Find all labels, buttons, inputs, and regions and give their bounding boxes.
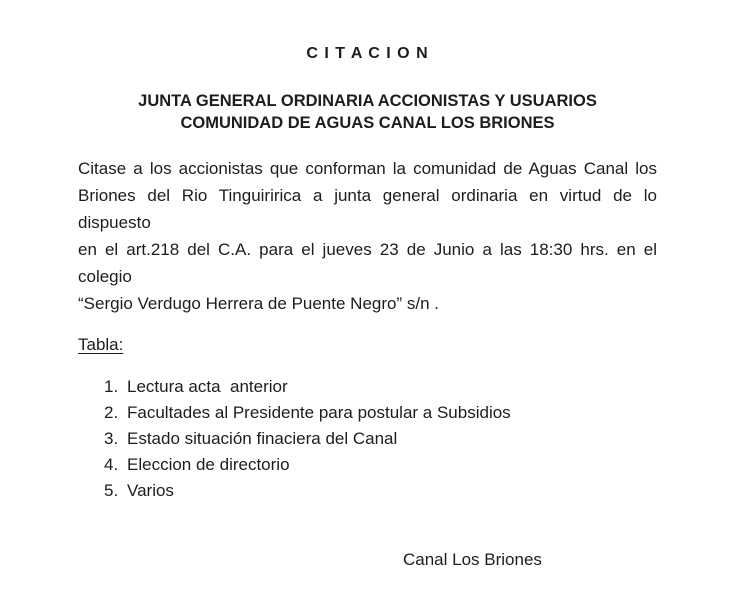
agenda-item-number: 5. <box>104 481 119 500</box>
paragraph-line-2: Briones del Rio Tinguiririca a junta general ordinaria en virtud de lo dispuesto <box>78 186 657 232</box>
paragraph-line-3: en el art.218 del C.A. para el jueves 23 de Junio a las 18:30 hrs. en el colegio <box>78 240 657 286</box>
citation-paragraph <box>78 155 657 317</box>
agenda-item <box>78 478 657 504</box>
paragraph-line-4: “Sergio Verdugo Herrera de Puente Negro” s/n . <box>78 294 439 313</box>
agenda-item-number: 2. <box>104 403 119 422</box>
agenda-item-text: Eleccion de directorio <box>127 455 290 474</box>
agenda-item-text: Facultades al Presidente para postular a Subsidios <box>127 403 511 422</box>
signature-text: Canal Los Briones <box>403 550 542 569</box>
agenda-item-text: Lectura acta anterior <box>127 377 288 396</box>
document-subtitle <box>78 90 657 134</box>
subtitle-line-1: JUNTA GENERAL ORDINARIA ACCIONISTAS Y USUARIOS <box>138 92 597 110</box>
agenda-item <box>78 426 657 452</box>
paragraph-line-1: Citase a los accionistas que conforman la comunidad de Aguas Canal los <box>78 159 657 178</box>
agenda-item-text: Varios <box>127 481 174 500</box>
document-title: C I T A C I O N <box>306 45 429 62</box>
agenda-item-text: Estado situación finaciera del Canal <box>127 429 398 448</box>
agenda-item <box>78 374 657 400</box>
agenda-item-number: 4. <box>104 455 119 474</box>
agenda-item <box>78 452 657 478</box>
agenda-item <box>78 400 657 426</box>
agenda-heading: Tabla: <box>78 335 124 354</box>
agenda-item-number: 3. <box>104 429 119 448</box>
subtitle-line-2: COMUNIDAD DE AGUAS CANAL LOS BRIONES <box>180 114 555 132</box>
agenda-item-number: 1. <box>104 377 119 396</box>
agenda-list <box>78 374 657 504</box>
